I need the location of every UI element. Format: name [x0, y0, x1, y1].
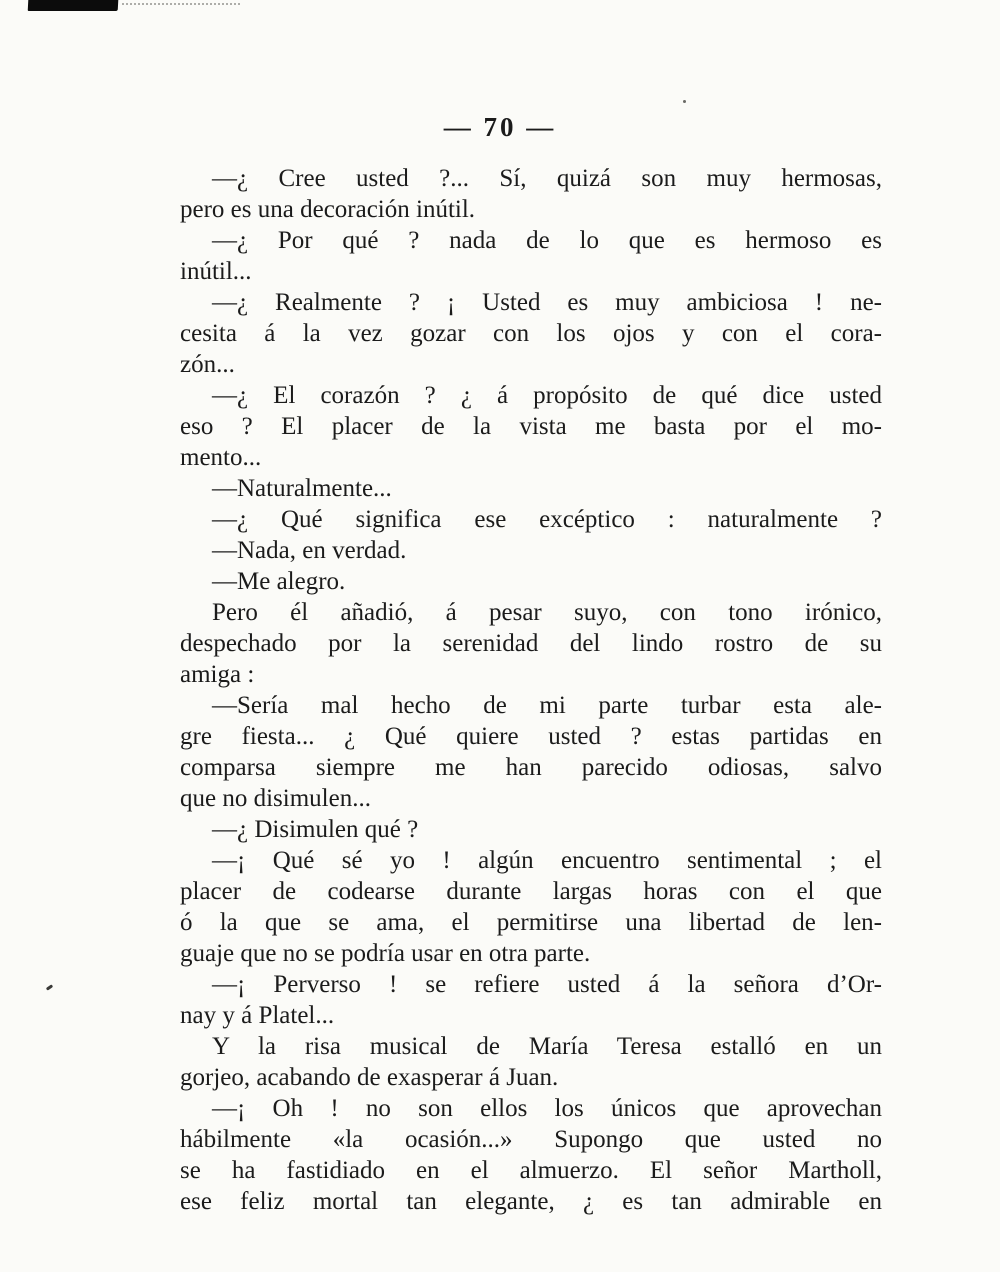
scan-artifact-dashed-line [122, 3, 240, 5]
text-line: —Sería mal hecho de mi parte turbar esta ale- [212, 692, 882, 719]
text-line: —Nada, en verdad. [212, 537, 407, 564]
text-line: —¡ Oh ! no son ellos los únicos que aprovechan [212, 1095, 882, 1122]
scan-artifact-speck [46, 984, 53, 990]
text-line: Y la risa musical de María Teresa estalló en un [212, 1033, 882, 1060]
text-line: —¿ Disimulen qué ? [212, 816, 419, 843]
text-line: hábilmente «la ocasión...» Supongo que usted no [180, 1126, 882, 1153]
text-line: guaje que no se podría usar en otra parte. [180, 940, 591, 967]
text-line: se ha fastidiado en el almuerzo. El señor Martholl, [180, 1157, 882, 1184]
text-line: gorjeo, acabando de exasperar á Juan. [180, 1064, 559, 1091]
body-text [180, 163, 882, 1217]
text-line: —¿ Cree usted ?... Sí, quizá son muy hermosas, [212, 165, 882, 192]
text-line: —¿ El corazón ? ¿ á propósito de qué dice usted [212, 382, 882, 409]
text-line: ese feliz mortal tan elegante, ¿ es tan admirable en [180, 1188, 882, 1215]
text-line: zón... [180, 351, 235, 378]
text-line: ó la que se ama, el permitirse una libertad de len- [180, 909, 882, 936]
page-number: — 70 — [443, 112, 557, 142]
text-line: —Naturalmente... [212, 475, 392, 502]
text-line: nay y á Platel... [180, 1002, 335, 1029]
text-line: Pero él añadió, á pesar suyo, con tono irónico, [212, 599, 882, 626]
text-line: comparsa siempre me han parecido odiosas, salvo [180, 754, 882, 781]
text-line: mento... [180, 444, 262, 471]
text-line: amiga : [180, 661, 255, 688]
scan-artifact-bar [28, 0, 119, 11]
text-line: —¿ Realmente ? ¡ Usted es muy ambiciosa ! ne- [212, 289, 882, 316]
text-line: —Me alegro. [212, 568, 346, 595]
text-line: pero es una decoración inútil. [180, 196, 476, 223]
text-line: —¿ Qué significa ese excéptico : naturalmente ? [212, 506, 882, 533]
text-line: que no disimulen... [180, 785, 371, 812]
text-line: cesita á la vez gozar con los ojos y con el cora- [180, 320, 882, 347]
text-line: —¿ Por qué ? nada de lo que es hermoso es [212, 227, 882, 254]
text-line: inútil... [180, 258, 252, 285]
text-line: —¡ Qué sé yo ! algún encuentro sentimental ; el [212, 847, 882, 874]
text-line: —¡ Perverso ! se refiere usted á la señora d’Or- [212, 971, 882, 998]
text-line: gre fiesta... ¿ Qué quiere usted ? estas partidas en [180, 723, 882, 750]
text-line: placer de codearse durante largas horas con el que [180, 878, 882, 905]
scan-artifact-dot [683, 100, 686, 103]
text-line: eso ? El placer de la vista me basta por el mo- [180, 413, 882, 440]
text-line: despechado por la serenidad del lindo rostro de su [180, 630, 882, 657]
